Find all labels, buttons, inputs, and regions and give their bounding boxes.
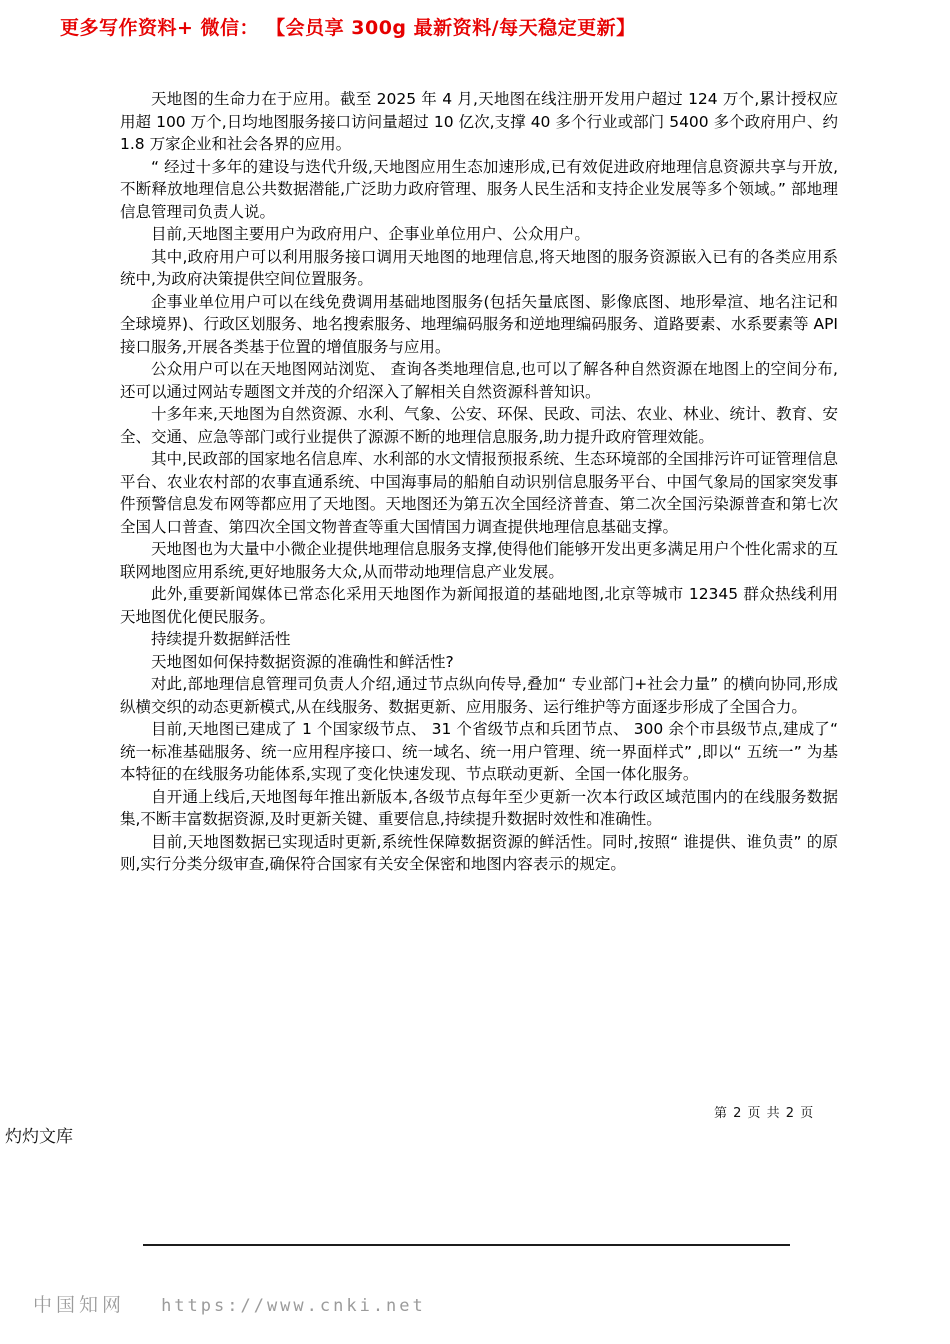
- cnki-watermark: [33, 1290, 426, 1317]
- paragraph: 天地图的生命力在于应用。截至 2025 年 4 月,天地图在线注册开发用户超过 124 万个,累计授权应用超 100 万个,日均地图服务接口访问量超过 10 亿次,支撑 40 多个行业或部门 5400 多个政府用户、约 1.8 万家企业和社会各界的应用。: [120, 90, 838, 153]
- paragraph: 十多年来,天地图为自然资源、水利、气象、公安、环保、民政、司法、农业、林业、统计、教育、安全、交通、应急等部门或行业提供了源源不断的地理信息服务,助力提升政府管理效能。: [120, 405, 838, 446]
- cnki-source-name: 中国知网: [33, 1294, 126, 1316]
- footer-divider: [143, 1244, 790, 1246]
- document-page: [120, 88, 838, 876]
- paragraph: 天地图如何保持数据资源的准确性和鲜活性?: [151, 652, 454, 671]
- page-indicator: 第 2 页 共 2 页: [714, 1106, 815, 1121]
- paragraph: 此外,重要新闻媒体已常态化采用天地图作为新闻报道的基础地图,北京等城市 12345 群众热线利用天地图优化便民服务。: [120, 585, 838, 626]
- promo-banner: 更多写作资料+ 微信： 【会员享 300g 最新资料/每天稳定更新】: [60, 17, 636, 39]
- paragraph: “ 经过十多年的建设与迭代升级,天地图应用生态加速形成,已有效促进政府地理信息资源共享与开放,不断释放地理信息公共数据潜能,广泛助力政府管理、服务人民生活和支持企业发展等多个领域。” 部地理信息管理司负责人说。: [120, 157, 838, 221]
- paragraph: 对此,部地理信息管理司负责人介绍,通过节点纵向传导,叠加“ 专业部门+社会力量” 的横向协同,形成纵横交织的动态更新模式,从在线服务、数据更新、应用服务、运行维护等方面逐步形成了全国合力。: [120, 675, 838, 716]
- paragraph: 目前,天地图主要用户为政府用户、企事业单位用户、公众用户。: [151, 225, 590, 243]
- paragraph: 公众用户可以在天地图网站浏览、 查询各类地理信息,也可以了解各种自然资源在地图上的空间分布,还可以通过网站专题图文并茂的介绍深入了解相关自然资源科普知识。: [120, 360, 838, 401]
- cnki-source-url: https://www.cnki.net: [161, 1296, 426, 1316]
- paragraph: 企事业单位用户可以在线免费调用基础地图服务(包括矢量底图、影像底图、地形晕渲、地名注记和全球境界)、行政区划服务、地名搜索服务、地理编码服务和逆地理编码服务、道路要素、水系要素等 API 接口服务,开展各类基于位置的增值服务与应用。: [120, 292, 838, 356]
- paragraph: 目前,天地图数据已实现适时更新,系统性保障数据资源的鲜活性。同时,按照“ 谁提供、谁负责” 的原则,实行分类分级审查,确保符合国家有关安全保密和地图内容表示的规定。: [120, 832, 838, 873]
- paragraph: 其中,政府用户可以利用服务接口调用天地图的地理信息,将天地图的服务资源嵌入已有的各类应用系统中,为政府决策提供空间位置服务。: [120, 247, 838, 288]
- library-watermark: 灼灼文库: [5, 1127, 73, 1147]
- paragraph: 自开通上线后,天地图每年推出新版本,各级节点每年至少更新一次本行政区域范围内的在线服务数据集,不断丰富数据资源,及时更新关键、重要信息,持续提升数据时效性和准确性。: [120, 787, 838, 828]
- paragraph: 目前,天地图已建成了 1 个国家级节点、 31 个省级节点和兵团节点、 300 余个市县级节点,建成了“ 统一标准基础服务、统一应用程序接口、统一域名、统一用户管理、统一界面样式” ,即以“ 五统一” 为基本特征的在线服务功能体系,实现了变化快速发现、节点联动更新、全国一体化服务。: [120, 720, 838, 783]
- paragraph: 其中,民政部的国家地名信息库、水利部的水文情报预报系统、生态环境部的全国排污许可证管理信息平台、农业农村部的农事直通系统、中国海事局的船舶自动识别信息服务平台、中国气象局的国家突发事件预警信息发布网等都应用了天地图。天地图还为第五次全国经济普查、第二次全国污染源普查和第七次全国人口普查、第四次全国文物普查等重大国情国力调查提供地理信息基础支撑。: [120, 450, 838, 536]
- paragraph: 天地图也为大量中小微企业提供地理信息服务支撑,使得他们能够开发出更多满足用户个性化需求的互联网地图应用系统,更好地服务大众,从而带动地理信息产业发展。: [120, 540, 838, 581]
- section-heading: 持续提升数据鲜活性: [151, 630, 291, 648]
